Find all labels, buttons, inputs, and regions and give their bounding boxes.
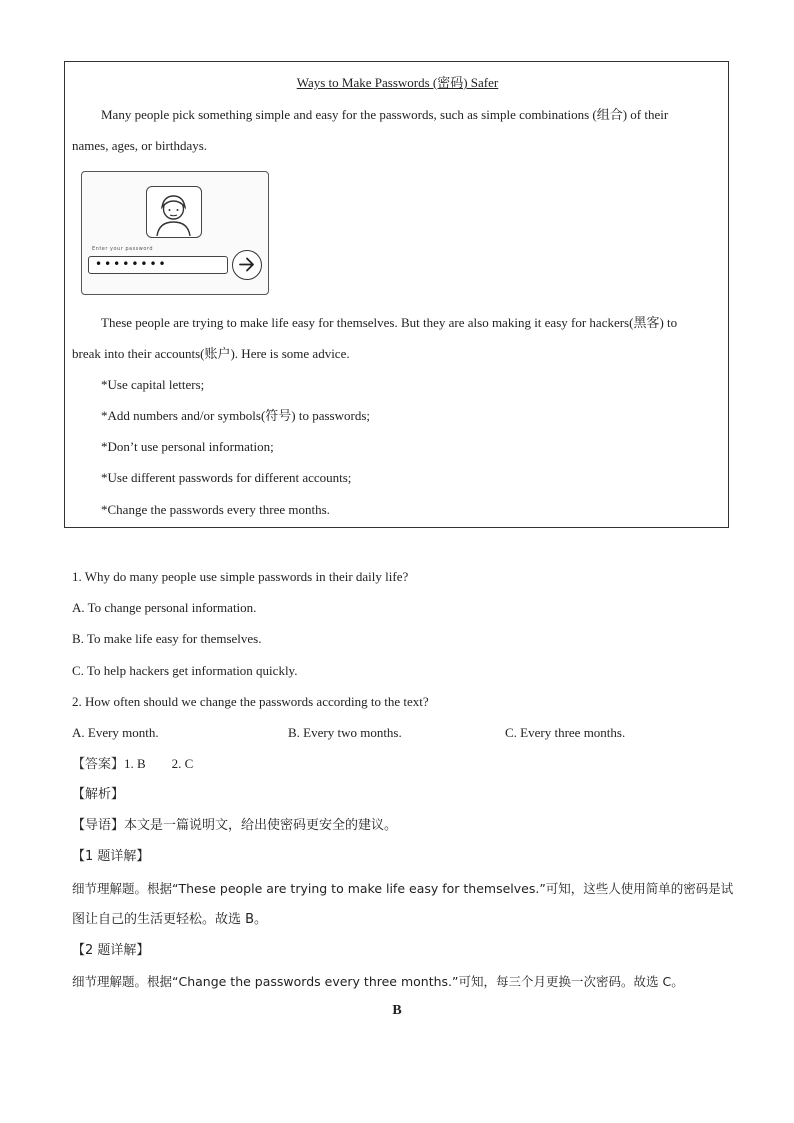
advice-item-3: *Don’t use personal information; <box>101 439 274 454</box>
passage-paragraph-1-cont: names, ages, or birthdays. <box>72 138 208 153</box>
q1-detail-heading: 【1 题详解】 <box>72 849 150 864</box>
question-1-option-c: C. To help hackers get information quickly. <box>72 663 298 678</box>
question-2-option-c: C. Every three months. <box>505 725 626 740</box>
analysis-guide: 【导语】本文是一篇说明文，给出使密码更安全的建议。 <box>72 818 398 833</box>
section-heading-b: B <box>392 1003 402 1018</box>
advice-item-4: *Use different passwords for different accounts; <box>101 470 352 485</box>
question-1-option-a: A. To change personal information. <box>72 600 257 615</box>
reading-passage-box <box>64 61 729 528</box>
answer-label: 【答案】 <box>72 757 125 772</box>
answer-text: 1. B 2. C <box>124 756 194 771</box>
password-field: •••••••• <box>88 256 228 274</box>
user-avatar-icon <box>146 186 202 238</box>
passage-paragraph-2: These people are trying to make life easy for themselves. But they are also making it easy for hackers(黑客) to <box>101 315 678 330</box>
advice-item-5: *Change the passwords every three months. <box>101 502 330 517</box>
q2-detail-heading: 【2 题详解】 <box>72 943 150 958</box>
question-1-option-b: B. To make life easy for themselves. <box>72 631 262 646</box>
q1-detail-line-1: 细节理解题。根据“These people are trying to make life easy for themselves.”可知，这些人使用简单的密码是试 <box>72 881 734 896</box>
passage-paragraph-2-cont: break into their accounts(账户). Here is some advice. <box>72 346 350 361</box>
analysis-label: 【解析】 <box>72 787 125 802</box>
question-2-option-a: A. Every month. <box>72 725 159 740</box>
advice-item-2: *Add numbers and/or symbols(符号) to passwords; <box>101 408 371 423</box>
passage-title: Ways to Make Passwords (密码) Safer <box>296 75 499 90</box>
question-1: 1. Why do many people use simple passwords in their daily life? <box>72 569 409 584</box>
login-illustration <box>81 171 269 295</box>
q1-detail-line-2: 图让自己的生活更轻松。故选 B。 <box>72 912 268 927</box>
passage-paragraph-1: Many people pick something simple and easy for the passwords, such as simple combinations (组合) of their <box>101 107 669 122</box>
question-2: 2. How often should we change the passwords according to the text? <box>72 694 429 709</box>
question-2-option-b: B. Every two months. <box>288 725 402 740</box>
password-prompt-label: Enter your password <box>92 246 154 252</box>
arrow-right-icon <box>232 250 262 280</box>
q2-detail-line-1: 细节理解题。根据“Change the passwords every three months.”可知，每三个月更换一次密码。故选 C。 <box>72 974 684 989</box>
answer-line <box>72 755 193 774</box>
advice-item-1: *Use capital letters; <box>101 377 205 392</box>
